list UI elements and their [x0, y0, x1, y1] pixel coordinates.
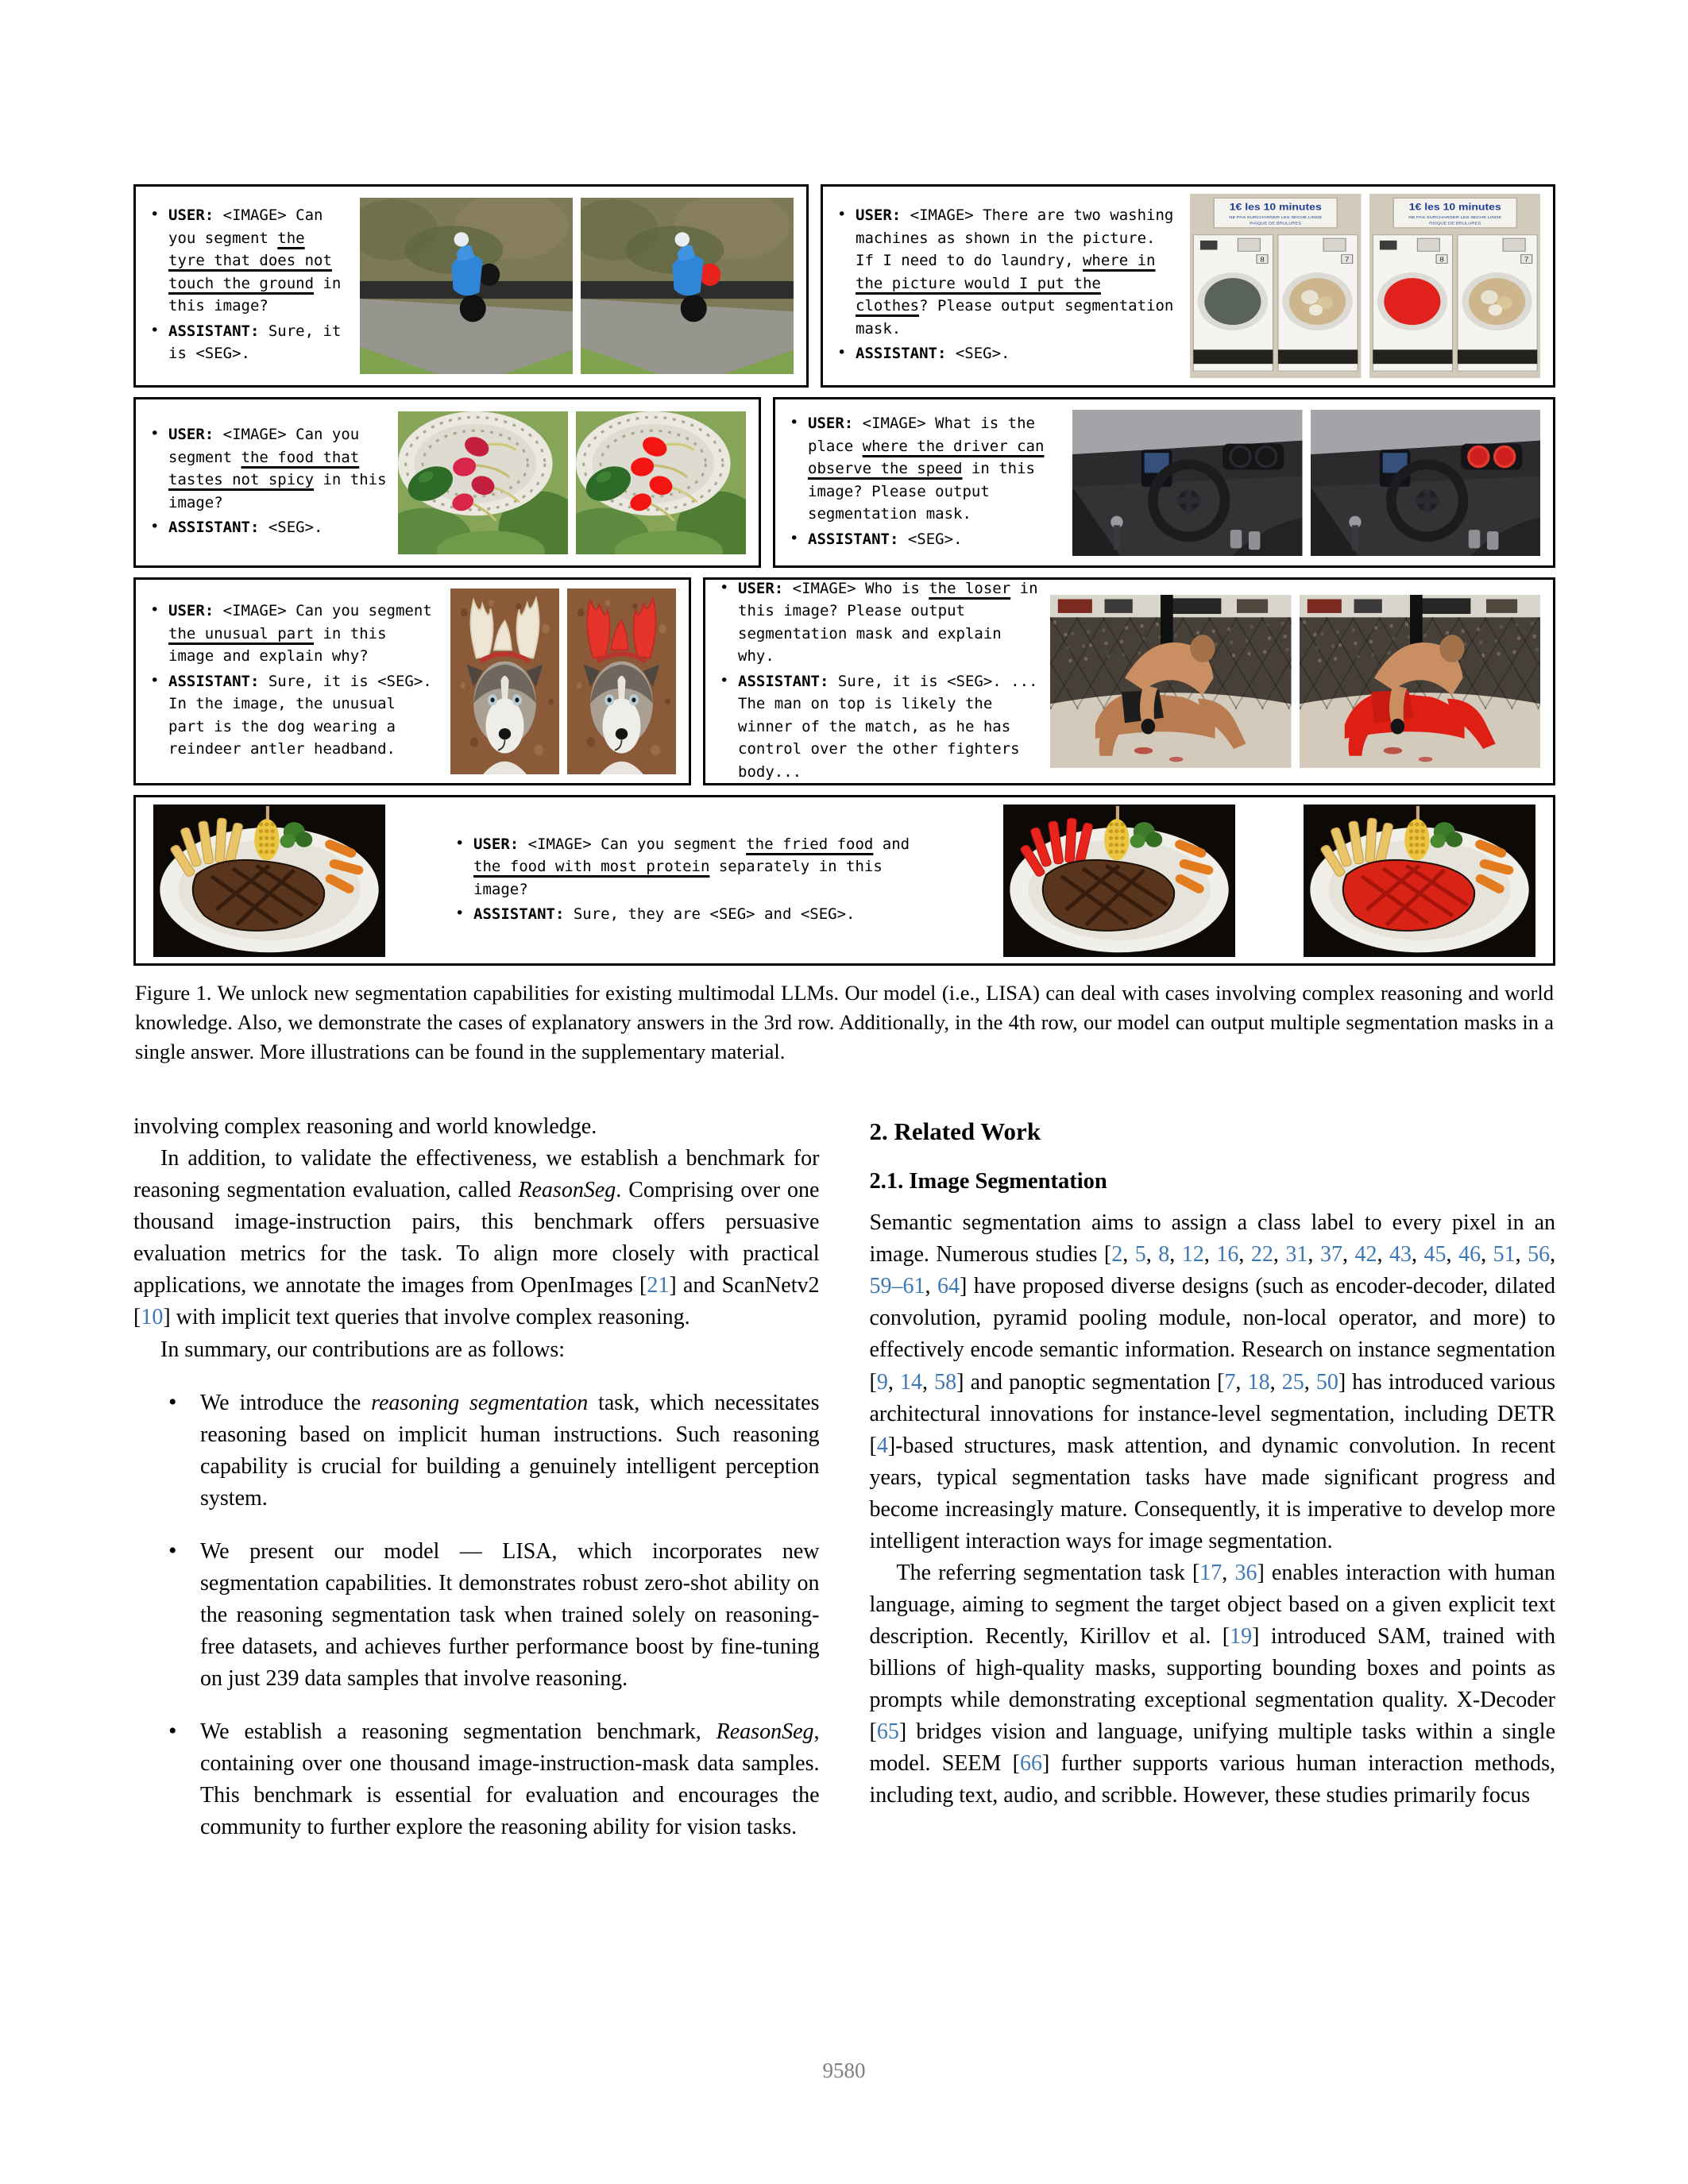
dialogue-turn	[149, 670, 439, 761]
citation-link[interactable]: 21	[647, 1273, 670, 1298]
text-segment: <SEG>.	[907, 530, 963, 548]
text-segment: <IMAGE> There are two washing machines as shown in the picture. If I need to do laundry,	[856, 206, 1174, 270]
dialogue-turn	[149, 423, 387, 514]
text-segment: We present our model — LISA, which incorporates new segmentation capabilities. It demonstrates robust zero-shot ability on the reasoning segmentation task when trained solely on reasoning-free datasets, and achieves further performance boost by fine-tuning on just 239 data samples that involve reasoning.	[200, 1538, 820, 1691]
svg-text:7: 7	[1524, 256, 1528, 264]
text-segment: in this image?	[168, 471, 387, 511]
dialogue-steak	[454, 833, 935, 928]
citation-link[interactable]: 12	[1181, 1242, 1204, 1268]
text-segment: ] have proposed diverse designs (such as encoder-decoder, dilated convolution, pyramid pooling module, non-local operator, and more) to effectively encode semantic information. Research on instance segmentation [	[869, 1274, 1555, 1395]
citation-link[interactable]: 65	[876, 1719, 899, 1744]
citation-link[interactable]: 19	[1230, 1623, 1253, 1649]
text-segment: and	[873, 835, 910, 853]
text-segment: We introduce the	[200, 1390, 372, 1415]
text-segment: the unusual part	[168, 624, 315, 642]
text-segment: in this image and explain why?	[168, 624, 387, 666]
moto-mask-image	[581, 198, 794, 374]
svg-text:NE PAS SURCHARGER LES SECHE LI: NE PAS SURCHARGER LES SECHE LINGE	[1408, 215, 1501, 221]
citation-link[interactable]: 8	[1158, 1242, 1170, 1268]
text-segment: <SEG>.	[955, 345, 1010, 363]
text-segment: ] further supports various human interaction methods, including text, audio, and scribble. However, these studies primarily focus	[869, 1750, 1555, 1808]
citation-link[interactable]: 36	[1234, 1560, 1257, 1585]
citation-link[interactable]: 50	[1315, 1369, 1338, 1395]
bullet-icon: •	[150, 518, 160, 536]
bullet-icon: •	[150, 206, 160, 224]
svg-text:RISQUE DE BRULURES: RISQUE DE BRULURES	[1250, 221, 1302, 226]
dialogue-radish	[149, 423, 387, 542]
laundry-mask-image	[1369, 194, 1541, 378]
panel-moto	[133, 184, 809, 388]
figure-caption: Figure 1. We unlock new segmentation capabilities for existing multimodal LLMs. Our model (i.e., LISA) can deal with cases involving complex reasoning and world knowledge. Also, we demonstrate the cases of explanatory answers in the 3rd row. Additionally, in the 4th row, our model can output multiple segmentation masks in a single answer. More illustrations can be found in the supplementary material.	[135, 981, 1554, 1064]
panel-images	[1050, 595, 1540, 768]
svg-text:8: 8	[1260, 256, 1265, 264]
dog-image	[450, 588, 559, 774]
dialogue-turn	[836, 204, 1179, 340]
speaker-label: ASSISTANT:	[738, 672, 838, 690]
dialogue-turn	[788, 528, 1061, 551]
text-segment: In summary, our contributions are as follows:	[160, 1337, 566, 1362]
speaker-label: ASSISTANT:	[856, 345, 956, 363]
text-segment: <IMAGE> Can you segment	[168, 426, 360, 466]
panel-images	[1072, 410, 1540, 556]
text-segment: the loser	[929, 579, 1011, 597]
text-segment: ] has introduced various architectural innovations for instance-level segmentation, including DETR [	[869, 1369, 1556, 1458]
panel-images	[398, 411, 746, 554]
text-segment: ,	[1304, 1369, 1316, 1395]
text-segment: ,	[1515, 1242, 1528, 1268]
text-segment: ,	[1235, 1369, 1248, 1395]
text-segment: <IMAGE> Can you segment	[168, 206, 323, 247]
bullet-icon: •	[720, 578, 729, 596]
car-mask-image	[1311, 410, 1541, 556]
panel-images	[450, 588, 676, 774]
steak-meat-image	[1304, 805, 1535, 957]
panel-steak	[133, 795, 1555, 966]
dialogue-turn	[149, 600, 439, 668]
citation-link[interactable]: 31	[1285, 1242, 1308, 1268]
citation-link[interactable]: 37	[1319, 1242, 1342, 1268]
dialogue-turn	[149, 204, 349, 318]
figure-row	[133, 184, 1555, 388]
speaker-label: USER:	[168, 426, 223, 444]
figure-1	[133, 184, 1555, 966]
bullet-icon: •	[150, 425, 160, 443]
speaker-label: ASSISTANT:	[808, 530, 908, 548]
text-segment: ] bridges vision and language, unifying multiple tasks within a single model. SEEM [	[869, 1719, 1555, 1776]
dialogue-moto	[149, 204, 349, 368]
radish-mask-image	[576, 411, 746, 554]
dialogue-turn	[836, 342, 1179, 365]
text-segment: in this image?	[168, 274, 342, 315]
svg-text:1€ les 10 minutes: 1€ les 10 minutes	[1229, 201, 1322, 213]
text-segment: ,	[1269, 1369, 1282, 1395]
text-segment: ] with implicit text queries that involve complex reasoning.	[163, 1305, 690, 1330]
dialogue-turn	[454, 833, 935, 901]
panel-images	[1190, 194, 1540, 378]
text-segment: ? Please output segmentation mask.	[856, 297, 1174, 338]
text-segment: the food with most protein	[473, 858, 710, 875]
bullet-icon: •	[150, 671, 160, 689]
text-segment: Sure, it is <SEG>. ... The man on top is likely the winner of the match, as he has control over the other fighters body...	[738, 672, 1038, 781]
wrestle-mask-image	[1300, 595, 1541, 768]
panel-radish	[133, 397, 761, 568]
speaker-label: USER:	[168, 602, 223, 620]
speaker-label: USER:	[168, 206, 223, 225]
text-segment: ,	[1273, 1242, 1286, 1268]
text-segment: ,	[887, 1369, 900, 1395]
text-segment: ,	[1169, 1242, 1182, 1268]
laundry-image	[1190, 194, 1362, 378]
text-segment: Sure, they are <SEG> and <SEG>.	[573, 905, 856, 923]
dialogue-turn	[718, 577, 1039, 668]
svg-text:RISQUE DE BRULURES: RISQUE DE BRULURES	[1428, 221, 1481, 226]
bullet-icon: •	[168, 1537, 177, 1564]
text-segment: ,	[921, 1369, 935, 1395]
contribution-item	[133, 1387, 820, 1515]
text-segment: ,	[1377, 1242, 1390, 1268]
page-number: 9580	[822, 2059, 866, 2082]
steak-fries-image	[1003, 805, 1235, 957]
citation-link[interactable]: 45	[1423, 1242, 1447, 1268]
text-segment: <IMAGE> Who is	[792, 579, 929, 597]
citation-link[interactable]: 51	[1493, 1242, 1516, 1268]
bullet-icon: •	[837, 344, 847, 362]
radish-image	[398, 411, 568, 554]
text-segment: task, which necessitates reasoning based on implicit human instructions. Such reasoning capability is crucial for building a genuinely intelligent perception system.	[200, 1390, 820, 1511]
speaker-label: USER:	[738, 579, 793, 597]
panel-laundry	[821, 184, 1555, 388]
svg-text:NE PAS SURCHARGER LES SECHE LI: NE PAS SURCHARGER LES SECHE LINGE	[1229, 215, 1323, 221]
right-column	[870, 1111, 1556, 1843]
text-segment: Sure, it is <SEG>.	[168, 322, 342, 363]
text-segment: the food that tastes not spicy	[168, 448, 360, 489]
text-segment: <IMAGE> What is the place	[808, 415, 1035, 455]
panel-images	[360, 198, 794, 374]
text-segment: <IMAGE> Can you segment	[527, 835, 747, 853]
citation-link[interactable]: 58	[934, 1369, 957, 1395]
citation-link[interactable]: 7	[1224, 1369, 1236, 1395]
citation-link[interactable]: 59–61	[869, 1274, 925, 1299]
text-segment: <SEG>.	[268, 519, 323, 537]
text-segment: ,	[1550, 1242, 1556, 1268]
text-segment: ,	[1481, 1242, 1493, 1268]
citation-link[interactable]: 43	[1389, 1242, 1412, 1268]
text-segment: . Comprising over one thousand image-instruction pairs, this benchmark offers persuasive evaluation metrics for the task. To align more closely with practical applications, we annotate the images from OpenImages [	[133, 1178, 820, 1298]
left-column	[133, 1111, 820, 1843]
text-segment: <IMAGE> Can you segment	[222, 602, 432, 620]
wrestle-image	[1050, 595, 1292, 768]
paragraph	[870, 1557, 1556, 1812]
citation-link[interactable]: 22	[1250, 1242, 1273, 1268]
paragraph	[133, 1143, 820, 1333]
text-segment: ] and panoptic segmentation [	[956, 1369, 1225, 1395]
text-segment: where the driver can observe the speed	[808, 437, 1045, 477]
bullet-icon: •	[455, 834, 465, 852]
two-column-body	[133, 1111, 1555, 1843]
text-segment: in this image? Please output segmentation mask and explain why.	[738, 579, 1038, 666]
dialogue-turn	[149, 516, 387, 539]
text-segment: ,	[1342, 1242, 1355, 1268]
dialogue-turn	[149, 320, 349, 365]
dialogue-turn	[788, 412, 1061, 526]
paragraph	[133, 1111, 820, 1143]
citation-link[interactable]: 17	[1199, 1560, 1223, 1585]
paragraph	[870, 1207, 1556, 1557]
bullet-icon: •	[720, 671, 729, 689]
panel-car	[773, 397, 1555, 568]
citation-link[interactable]: 64	[937, 1274, 960, 1299]
text-segment: ,	[1145, 1242, 1159, 1268]
speaker-label: USER:	[808, 415, 863, 432]
citation-link[interactable]: 10	[141, 1305, 164, 1330]
text-segment: Semantic segmentation aims to assign a class label to every pixel in an image. Numerous studies [	[869, 1210, 1555, 1268]
text-segment: reasoning segmentation	[371, 1390, 589, 1415]
bullet-icon: •	[150, 321, 160, 339]
steak-image	[153, 805, 385, 957]
car-image	[1072, 410, 1303, 556]
citation-link[interactable]: 9	[876, 1369, 888, 1395]
dialogue-turn	[718, 670, 1039, 784]
citation-link[interactable]: 16	[1216, 1242, 1239, 1268]
contribution-item	[133, 1536, 820, 1695]
text-segment: Sure, it is <SEG>. In the image, the unusual part is the dog wearing a reindeer antler headband.	[168, 672, 432, 758]
speaker-label: ASSISTANT:	[168, 322, 268, 340]
text-segment: ,	[1222, 1560, 1235, 1585]
text-segment: ] and ScanNetv2 [	[133, 1273, 820, 1330]
bullet-icon: •	[790, 414, 799, 431]
text-segment: ReasonSeg	[518, 1178, 616, 1203]
bullet-icon: •	[168, 1717, 177, 1744]
dog-mask-image	[567, 588, 676, 774]
text-segment: ]-based structures, mask attention, and dynamic convolution. In recent years, typical segmentation tasks have made significant progress and become increasingly mature. Consequently, it is imperative to develop more intelligent interaction ways for image segmentation.	[869, 1433, 1555, 1553]
text-segment: ,	[1122, 1242, 1135, 1268]
text-segment: separately in this image?	[473, 858, 883, 898]
dialogue-car	[788, 412, 1061, 553]
citation-link[interactable]: 18	[1247, 1369, 1270, 1395]
speaker-label: ASSISTANT:	[168, 519, 268, 537]
citation-link[interactable]: 25	[1281, 1369, 1304, 1395]
contribution-item	[133, 1716, 820, 1843]
svg-text:7: 7	[1345, 256, 1350, 264]
speaker-label: ASSISTANT:	[473, 905, 574, 923]
contributions-list	[133, 1387, 820, 1843]
bullet-icon: •	[168, 1388, 177, 1415]
speaker-label: USER:	[856, 206, 910, 225]
text-segment: ,	[1446, 1242, 1459, 1268]
bullet-icon: •	[150, 601, 160, 619]
bullet-icon: •	[837, 206, 847, 224]
text-segment: involving complex reasoning and world knowledge.	[133, 1114, 597, 1140]
subsection-heading: 2.1. Image Segmentation	[869, 1168, 1107, 1194]
text-segment: ] introduced SAM, trained with billions of high-quality masks, supporting bounding boxes and points as prompts while demonstrating exceptional segmentation quality. X-Decoder [	[869, 1623, 1555, 1744]
citation-link[interactable]: 46	[1458, 1242, 1481, 1268]
panel-wrestle	[703, 577, 1555, 785]
svg-text:1€ les 10 minutes: 1€ les 10 minutes	[1408, 201, 1501, 213]
speaker-label: ASSISTANT:	[168, 672, 268, 690]
text-segment: ,	[925, 1274, 938, 1299]
figure-row	[133, 577, 1555, 785]
text-segment: The referring segmentation task [	[896, 1560, 1200, 1585]
text-segment: We establish a reasoning segmentation benchmark,	[200, 1719, 717, 1744]
speaker-label: USER:	[473, 835, 528, 853]
text-segment: the tyre that does not touch the ground	[168, 229, 332, 292]
related-work-paragraphs	[870, 1207, 1556, 1812]
text-segment: ,	[1308, 1242, 1320, 1268]
text-segment: ] enables interaction with human language, aiming to segment the target object based on a given explicit text description. Recently, Kirillov et al. [	[869, 1560, 1556, 1649]
citation-link[interactable]: 5	[1134, 1242, 1146, 1268]
citation-link[interactable]: 14	[899, 1369, 922, 1395]
dialogue-wrestle	[718, 577, 1039, 786]
text-segment: ,	[1412, 1242, 1424, 1268]
citation-link[interactable]: 42	[1354, 1242, 1377, 1268]
text-segment: In addition, to validate the effectiveness, we establish a benchmark for reasoning segmentation evaluation, called	[133, 1146, 820, 1203]
text-segment: the fried food	[746, 835, 874, 853]
figure-row	[133, 795, 1555, 966]
figure-row	[133, 397, 1555, 568]
citation-link[interactable]: 4	[876, 1433, 888, 1458]
section-heading: 2. Related Work	[869, 1117, 1041, 1146]
text-segment: ReasonSeg	[716, 1719, 814, 1744]
bullet-icon: •	[790, 529, 799, 547]
citation-link[interactable]: 2	[1111, 1242, 1123, 1268]
svg-text:8: 8	[1439, 256, 1444, 264]
text-segment: in this image? Please output segmentation mask.	[808, 460, 1035, 523]
text-segment: , containing over one thousand image-instruction-mask data samples. This benchmark is essential for evaluation and encourages the community to further explore the reasoning ability for vision tasks.	[200, 1719, 820, 1839]
paragraph	[133, 1334, 820, 1366]
dialogue-dog	[149, 600, 439, 763]
text-segment: ,	[1238, 1242, 1251, 1268]
citation-link[interactable]: 56	[1528, 1242, 1551, 1268]
citation-link[interactable]: 66	[1019, 1750, 1042, 1776]
panel-dog	[133, 577, 691, 785]
bullet-icon: •	[455, 905, 465, 922]
moto-image	[360, 198, 573, 374]
text-segment: ,	[1203, 1242, 1217, 1268]
dialogue-laundry	[836, 204, 1179, 368]
dialogue-turn	[454, 903, 935, 926]
text-segment: where in the picture would I put the clothes	[856, 252, 1156, 315]
